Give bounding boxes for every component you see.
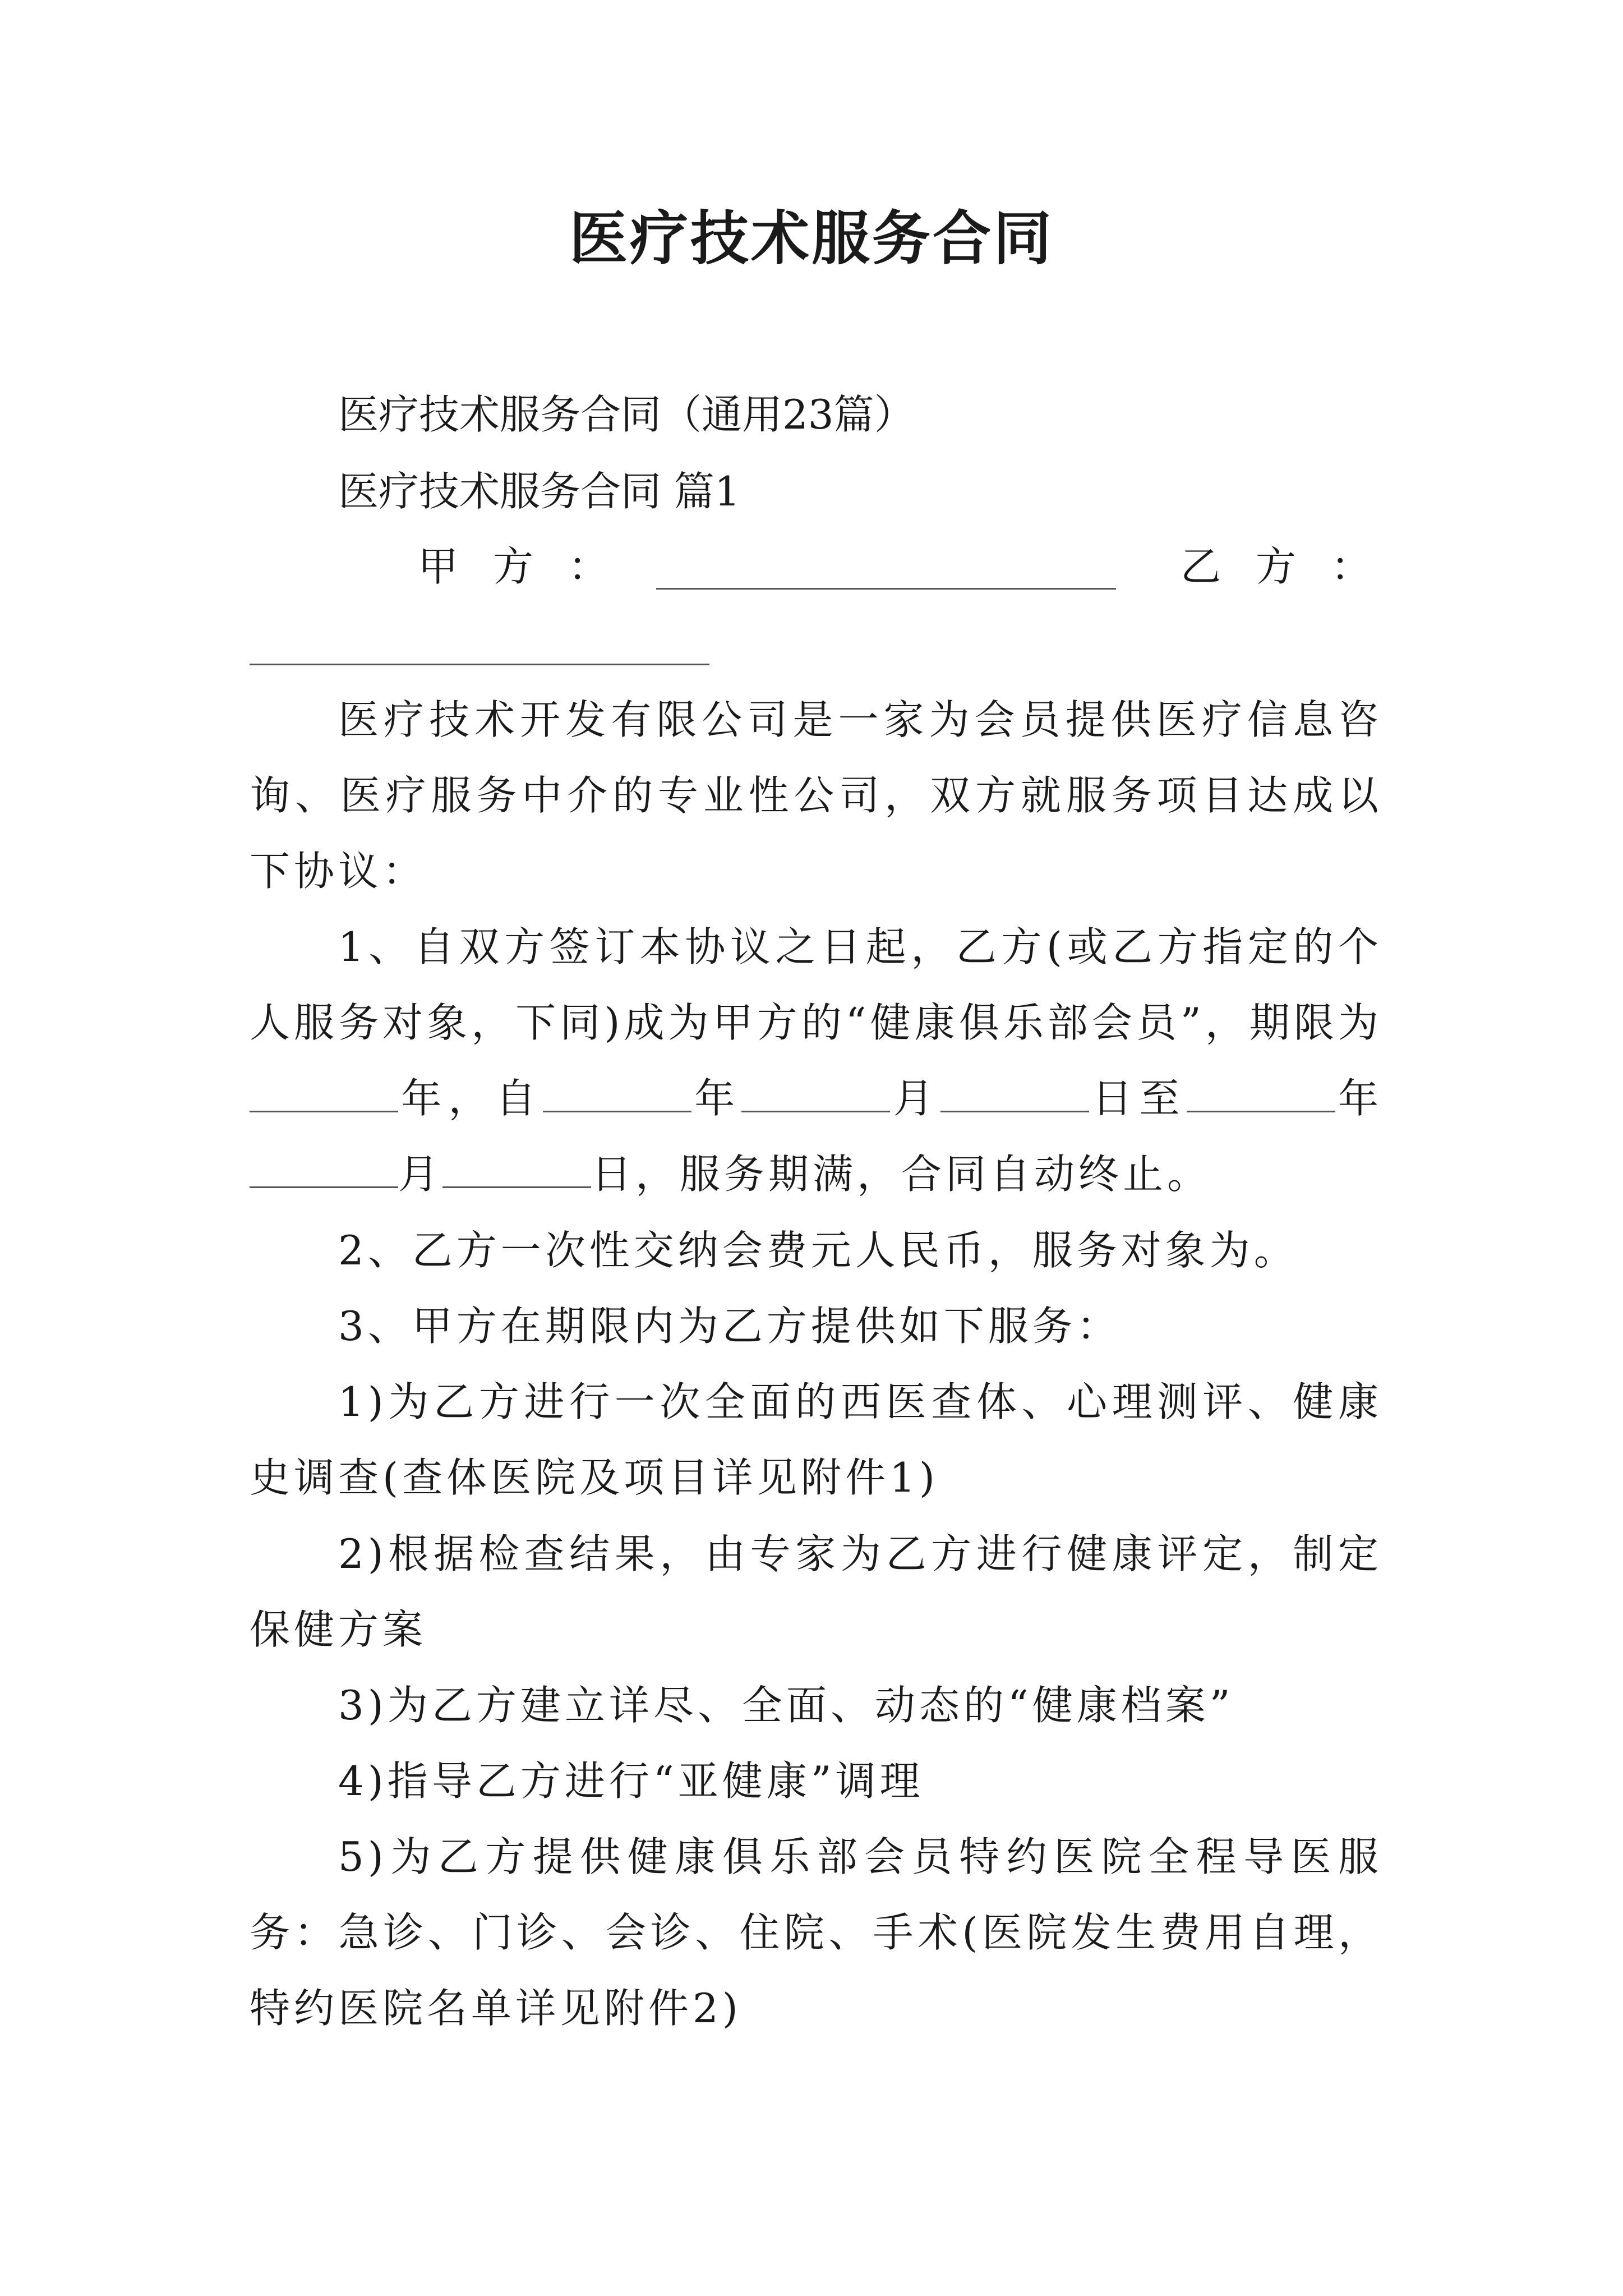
- clause-1-start-month-unit: 月: [890, 1075, 940, 1122]
- service-item-5: 5)为乙方提供健康俱乐部会员特约医院全程导医服务：急诊、门诊、会诊、住院、手术(医院发生费用自理，特约医院名单详见附件2): [250, 1833, 1382, 2032]
- section-heading: 医疗技术服务合同 篇1: [338, 468, 740, 515]
- intro-paragraph: 医疗技术开发有限公司是一家为会员提供医疗信息咨询、医疗服务中介的专业性公司，双方就服务项目达成以下协议：: [250, 696, 1382, 895]
- document-title: 医疗技术服务合同: [569, 204, 1054, 273]
- party-b-blank-line: [250, 664, 709, 665]
- term-years-blank: [250, 1075, 398, 1112]
- start-month-blank: [741, 1075, 890, 1112]
- party-a-blank-line: [656, 588, 1116, 590]
- service-item-1: 1)为乙方进行一次全面的西医查体、心理测评、健康史调查(查体医院及项目详见附件1): [250, 1378, 1382, 1501]
- clause-2-paragraph: 2、乙方一次性交纳会费元人民币，服务对象为。: [338, 1227, 1298, 1274]
- party-a-label: 甲方：: [418, 543, 644, 590]
- end-day-blank: [442, 1151, 591, 1188]
- service-item-2: 2)根据检查结果，由专家为乙方进行健康评定，制定保健方案: [250, 1530, 1382, 1653]
- clause-1-end-text: 日，服务期满，合同自动终止。: [591, 1151, 1212, 1198]
- end-month-blank: [250, 1151, 398, 1188]
- clause-1-paragraph: [250, 909, 1382, 1212]
- party-b-label: 乙方：: [1181, 543, 1407, 590]
- clause-1-end-month-unit: 月: [398, 1151, 443, 1198]
- clause-1-end-year-unit: 年: [1335, 1075, 1382, 1122]
- start-year-blank: [543, 1075, 691, 1112]
- document-subtitle: 医疗技术服务合同（通用23篇）: [338, 391, 915, 438]
- service-item-3: 3)为乙方建立详尽、全面、动态的“健康档案”: [338, 1682, 1234, 1729]
- clause-1-start-day-unit: 日至: [1089, 1075, 1187, 1122]
- clause-1-start-year-unit: 年: [691, 1075, 742, 1122]
- clause-1-text: 1、自双方签订本协议之日起，乙方(或乙方指定的个人服务对象，下同)成为甲方的“健康俱乐部会员”，期限为: [250, 923, 1382, 1046]
- clause-3-paragraph: 3、甲方在期限内为乙方提供如下服务：: [338, 1303, 1121, 1350]
- service-item-4: 4)指导乙方进行“亚健康”调理: [338, 1757, 924, 1805]
- clause-1-year-label: 年，自: [398, 1075, 543, 1122]
- start-day-blank: [940, 1075, 1089, 1112]
- end-year-blank: [1187, 1075, 1335, 1112]
